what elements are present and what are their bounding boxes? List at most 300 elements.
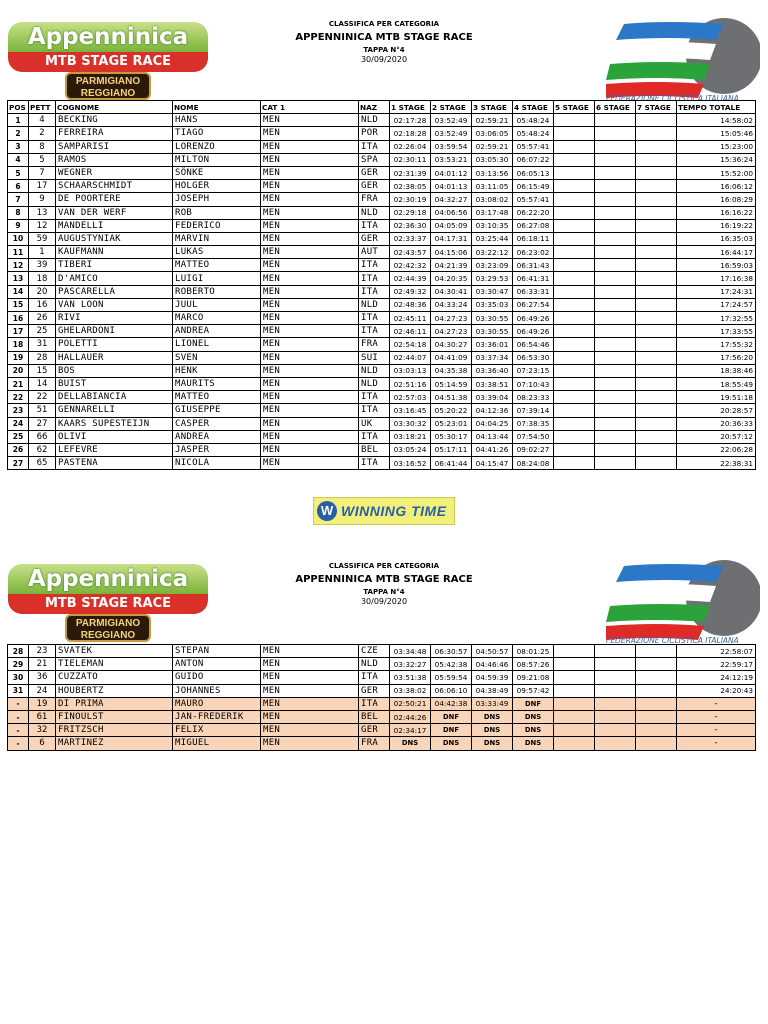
- cell-stage2: 04:01:12: [431, 166, 472, 179]
- cell-pett: 22: [29, 391, 56, 404]
- cell-stage3: 04:13:44: [472, 430, 513, 443]
- cell-stage5: [554, 166, 595, 179]
- cell-stage2: 04:30:27: [431, 338, 472, 351]
- cell-stage2: 04:30:41: [431, 285, 472, 298]
- table-row: [8, 671, 756, 684]
- cell-stage4: 06:27:54: [513, 298, 554, 311]
- race-title: APPENNINICA MTB STAGE RACE: [295, 32, 473, 43]
- cell-stage1: 02:54:18: [390, 338, 431, 351]
- cell-tempo-totale: 20:36:33: [677, 417, 756, 430]
- cell-stage4: 05:57:41: [513, 193, 554, 206]
- race-date-2: 30/09/2020: [360, 597, 408, 606]
- cell-stage7: [636, 351, 677, 364]
- cell-stage5: [554, 180, 595, 193]
- cell-stage2: 04:33:24: [431, 298, 472, 311]
- cell-nome: STEPAN: [173, 645, 261, 658]
- cell-nome: MATTEO: [173, 391, 261, 404]
- cell-pett: 15: [29, 364, 56, 377]
- cell-stage2: 05:59:54: [431, 671, 472, 684]
- cell-pett: 17: [29, 180, 56, 193]
- table-row: [8, 417, 756, 430]
- cell-cat: MEN: [261, 710, 359, 723]
- cell-naz: FRA: [359, 737, 390, 750]
- cell-cat: MEN: [261, 737, 359, 750]
- cell-stage5: [554, 724, 595, 737]
- table-row-dnf: [8, 724, 756, 737]
- cell-stage5: [554, 391, 595, 404]
- cell-stage6: [595, 312, 636, 325]
- cell-stage6: [595, 140, 636, 153]
- cell-tempo-totale: 15:23:00: [677, 140, 756, 153]
- cell-stage7: [636, 645, 677, 658]
- cell-stage3: 04:46:46: [472, 658, 513, 671]
- winning-time-icon: W: [317, 501, 337, 521]
- cell-nome: SVEN: [173, 351, 261, 364]
- cell-tempo-totale: 17:24:57: [677, 298, 756, 311]
- column-header-stage4: 4 STAGE: [513, 101, 554, 114]
- cell-tempo-totale: 15:05:46: [677, 127, 756, 140]
- cell-stage3: 04:50:57: [472, 645, 513, 658]
- winning-time-logo: [313, 497, 455, 525]
- cell-nome: MARCO: [173, 312, 261, 325]
- cell-cognome: FERREIRA: [56, 127, 173, 140]
- cell-stage5: [554, 645, 595, 658]
- cell-stage1: DNS: [390, 737, 431, 750]
- cell-stage2: 03:52:49: [431, 127, 472, 140]
- cell-naz: NLD: [359, 114, 390, 127]
- cell-tempo-totale: -: [677, 697, 756, 710]
- cell-cat: MEN: [261, 206, 359, 219]
- cell-pos: 13: [8, 272, 29, 285]
- cell-stage1: 02:34:17: [390, 724, 431, 737]
- cell-naz: SPA: [359, 153, 390, 166]
- cell-stage4: 08:24:08: [513, 457, 554, 470]
- cell-stage3: 03:38:51: [472, 377, 513, 390]
- cell-stage2: 04:01:13: [431, 180, 472, 193]
- cell-cognome: RAMOS: [56, 153, 173, 166]
- cell-pos: 2: [8, 127, 29, 140]
- cell-stage3: 03:30:47: [472, 285, 513, 298]
- cell-cat: MEN: [261, 325, 359, 338]
- cell-tempo-totale: 16:59:03: [677, 259, 756, 272]
- table-row: [8, 219, 756, 232]
- cell-tempo-totale: 15:52:00: [677, 166, 756, 179]
- table-row: [8, 127, 756, 140]
- cell-stage2: 03:52:49: [431, 114, 472, 127]
- cell-stage2: 04:17:31: [431, 232, 472, 245]
- cell-tempo-totale: 17:33:55: [677, 325, 756, 338]
- cell-pos: 23: [8, 404, 29, 417]
- cell-cat: MEN: [261, 232, 359, 245]
- table-row-dnf: [8, 710, 756, 723]
- cell-stage5: [554, 404, 595, 417]
- cell-pett: 39: [29, 259, 56, 272]
- cell-pett: 6: [29, 737, 56, 750]
- cell-stage7: [636, 114, 677, 127]
- cell-nome: FEDERICO: [173, 219, 261, 232]
- cell-stage1: 02:44:26: [390, 710, 431, 723]
- cell-stage7: [636, 140, 677, 153]
- column-header-pos: POS: [8, 101, 29, 114]
- cell-stage5: [554, 246, 595, 259]
- cell-naz: ITA: [359, 391, 390, 404]
- cell-pos: 11: [8, 246, 29, 259]
- cell-tempo-totale: 17:32:55: [677, 312, 756, 325]
- cell-stage5: [554, 443, 595, 456]
- cell-pett: 65: [29, 457, 56, 470]
- cell-stage6: [595, 430, 636, 443]
- cell-naz: GER: [359, 232, 390, 245]
- cell-stage2: 04:27:23: [431, 325, 472, 338]
- cell-stage4: 06:23:02: [513, 246, 554, 259]
- cell-cat: MEN: [261, 259, 359, 272]
- cell-stage3: 03:25:44: [472, 232, 513, 245]
- cell-stage7: [636, 166, 677, 179]
- cell-stage2: 06:06:10: [431, 684, 472, 697]
- cell-tempo-totale: -: [677, 724, 756, 737]
- cell-pos: 24: [8, 417, 29, 430]
- cell-stage6: [595, 127, 636, 140]
- cell-cat: MEN: [261, 219, 359, 232]
- cell-stage4: 08:23:33: [513, 391, 554, 404]
- cell-stage5: [554, 298, 595, 311]
- cell-stage4: 09:57:42: [513, 684, 554, 697]
- cell-cat: MEN: [261, 351, 359, 364]
- cell-naz: GER: [359, 180, 390, 193]
- cell-stage3: 02:59:21: [472, 114, 513, 127]
- cell-stage5: [554, 206, 595, 219]
- table-row: [8, 259, 756, 272]
- cell-stage4: 06:31:43: [513, 259, 554, 272]
- cell-cognome: D'AMICO: [56, 272, 173, 285]
- cell-stage4: 06:07:22: [513, 153, 554, 166]
- cell-tempo-totale: 22:06:28: [677, 443, 756, 456]
- cell-pos: 25: [8, 430, 29, 443]
- cell-stage2: 03:53:21: [431, 153, 472, 166]
- sponsor-logo-2: [65, 614, 151, 642]
- cell-stage3: 04:59:39: [472, 671, 513, 684]
- cell-stage2: 04:06:56: [431, 206, 472, 219]
- cell-cognome: AUGUSTYNIAK: [56, 232, 173, 245]
- cell-cat: MEN: [261, 391, 359, 404]
- cell-stage3: 03:30:55: [472, 312, 513, 325]
- cell-pett: 13: [29, 206, 56, 219]
- cell-cat: MEN: [261, 114, 359, 127]
- cell-stage2: DNF: [431, 710, 472, 723]
- cell-stage4: 07:38:35: [513, 417, 554, 430]
- column-header-stage2: 2 STAGE: [431, 101, 472, 114]
- cell-cat: MEN: [261, 180, 359, 193]
- cell-stage3: DNS: [472, 724, 513, 737]
- cell-stage1: 02:49:32: [390, 285, 431, 298]
- cell-stage5: [554, 285, 595, 298]
- cell-stage1: 03:05:24: [390, 443, 431, 456]
- cell-cognome: VAN LOON: [56, 298, 173, 311]
- cell-stage5: [554, 737, 595, 750]
- cell-tempo-totale: 18:55:49: [677, 377, 756, 390]
- cell-cognome: VAN DER WERF: [56, 206, 173, 219]
- cell-stage7: [636, 404, 677, 417]
- cell-stage3: 03:22:12: [472, 246, 513, 259]
- cell-stage3: 03:33:49: [472, 697, 513, 710]
- cell-stage2: 04:42:38: [431, 697, 472, 710]
- category-title: CLASSIFICA PER CATEGORIA: [328, 20, 440, 28]
- table-row: [8, 684, 756, 697]
- cell-stage7: [636, 219, 677, 232]
- cell-stage1: 03:03:13: [390, 364, 431, 377]
- cell-stage7: [636, 259, 677, 272]
- cell-stage6: [595, 364, 636, 377]
- cell-stage2: 04:41:09: [431, 351, 472, 364]
- cell-nome: LUIGI: [173, 272, 261, 285]
- cell-stage7: [636, 377, 677, 390]
- cell-pett: 8: [29, 140, 56, 153]
- cell-cognome: WEGNER: [56, 166, 173, 179]
- cell-pett: 26: [29, 312, 56, 325]
- cell-cognome: CUZZATO: [56, 671, 173, 684]
- cell-nome: TIAGO: [173, 127, 261, 140]
- cell-cat: MEN: [261, 153, 359, 166]
- cell-stage4: DNS: [513, 710, 554, 723]
- federation-name: FEDERAZIONE CICLISTICA ITALIANA: [606, 94, 739, 103]
- cell-stage6: [595, 351, 636, 364]
- cell-stage6: [595, 193, 636, 206]
- cell-stage6: [595, 443, 636, 456]
- cell-cat: MEN: [261, 298, 359, 311]
- sponsor-line-2-2: REGGIANO: [80, 630, 136, 641]
- cell-stage7: [636, 710, 677, 723]
- cell-stage3: 04:15:47: [472, 457, 513, 470]
- cell-nome: SÖNKE: [173, 166, 261, 179]
- cell-nome: JOSEPH: [173, 193, 261, 206]
- cell-stage7: [636, 364, 677, 377]
- cell-stage2: 04:15:06: [431, 246, 472, 259]
- cell-stage1: 03:32:27: [390, 658, 431, 671]
- cell-stage6: [595, 377, 636, 390]
- cell-naz: ITA: [359, 671, 390, 684]
- cell-stage5: [554, 457, 595, 470]
- cell-pett: 23: [29, 645, 56, 658]
- cell-stage1: 02:48:36: [390, 298, 431, 311]
- cell-cognome: SCHAARSCHMIDT: [56, 180, 173, 193]
- table-row: [8, 658, 756, 671]
- cell-stage4: 07:10:43: [513, 377, 554, 390]
- cell-cognome: DE POORTERE: [56, 193, 173, 206]
- cell-tempo-totale: 16:35:03: [677, 232, 756, 245]
- cell-stage7: [636, 391, 677, 404]
- cell-stage4: 06:22:20: [513, 206, 554, 219]
- cell-naz: ITA: [359, 140, 390, 153]
- cell-pos: 21: [8, 377, 29, 390]
- cell-stage1: 02:42:32: [390, 259, 431, 272]
- cell-stage4: 05:48:24: [513, 127, 554, 140]
- cell-stage5: [554, 219, 595, 232]
- cell-cognome: PASTENA: [56, 457, 173, 470]
- cell-naz: FRA: [359, 338, 390, 351]
- cell-cat: MEN: [261, 684, 359, 697]
- cell-cat: MEN: [261, 127, 359, 140]
- table-row: [8, 298, 756, 311]
- cell-cat: MEN: [261, 430, 359, 443]
- cell-stage1: 02:43:57: [390, 246, 431, 259]
- cell-stage6: [595, 219, 636, 232]
- cell-pos: 16: [8, 312, 29, 325]
- cell-pett: 21: [29, 658, 56, 671]
- cell-pett: 61: [29, 710, 56, 723]
- table-row: [8, 153, 756, 166]
- cell-stage1: 03:16:45: [390, 404, 431, 417]
- cell-pett: 25: [29, 325, 56, 338]
- cell-stage1: 02:17:28: [390, 114, 431, 127]
- cell-stage4: 06:49:26: [513, 312, 554, 325]
- cell-cognome: HALLAUER: [56, 351, 173, 364]
- cell-stage3: 03:06:05: [472, 127, 513, 140]
- cell-stage1: 02:31:39: [390, 166, 431, 179]
- cell-stage4: 08:57:26: [513, 658, 554, 671]
- cell-stage4: 08:01:25: [513, 645, 554, 658]
- table-row: [8, 430, 756, 443]
- cell-stage1: 02:33:37: [390, 232, 431, 245]
- cell-stage6: [595, 684, 636, 697]
- cell-naz: ITA: [359, 325, 390, 338]
- cell-pett: 32: [29, 724, 56, 737]
- cell-cognome: BUIST: [56, 377, 173, 390]
- cell-naz: ITA: [359, 272, 390, 285]
- cell-stage1: 03:51:38: [390, 671, 431, 684]
- cell-nome: MARVIN: [173, 232, 261, 245]
- cell-nome: MILTON: [173, 153, 261, 166]
- cell-stage4: 06:49:26: [513, 325, 554, 338]
- cell-stage1: 03:30:32: [390, 417, 431, 430]
- cell-naz: AUT: [359, 246, 390, 259]
- cell-stage2: 05:20:22: [431, 404, 472, 417]
- column-header-nome: NOME: [173, 101, 261, 114]
- table-row: [8, 272, 756, 285]
- cell-stage7: [636, 325, 677, 338]
- cell-nome: ANTON: [173, 658, 261, 671]
- cell-stage1: 02:45:11: [390, 312, 431, 325]
- cell-pos: 10: [8, 232, 29, 245]
- race-title-2: APPENNINICA MTB STAGE RACE: [295, 574, 473, 585]
- cell-stage2: 06:41:44: [431, 457, 472, 470]
- cell-pett: 24: [29, 684, 56, 697]
- cell-nome: JOHANNES: [173, 684, 261, 697]
- cell-naz: NLD: [359, 658, 390, 671]
- cell-tempo-totale: 17:24:31: [677, 285, 756, 298]
- cell-stage5: [554, 351, 595, 364]
- cell-stage1: 02:51:16: [390, 377, 431, 390]
- cell-naz: ITA: [359, 259, 390, 272]
- winning-time-text: WINNING TIME: [341, 503, 447, 519]
- cell-pett: 4: [29, 114, 56, 127]
- cell-tempo-totale: 15:36:24: [677, 153, 756, 166]
- cell-pett: 51: [29, 404, 56, 417]
- cell-pos: -: [8, 737, 29, 750]
- cell-stage7: [636, 206, 677, 219]
- cell-cognome: SVATEK: [56, 645, 173, 658]
- table-row: [8, 180, 756, 193]
- cell-pos: 1: [8, 114, 29, 127]
- cell-pett: 31: [29, 338, 56, 351]
- cell-stage6: [595, 246, 636, 259]
- cell-stage7: [636, 684, 677, 697]
- cell-stage3: 03:29:53: [472, 272, 513, 285]
- cell-stage5: [554, 710, 595, 723]
- cell-cat: MEN: [261, 645, 359, 658]
- cell-tempo-totale: 24:20:43: [677, 684, 756, 697]
- cell-stage4: 06:27:08: [513, 219, 554, 232]
- cell-pos: 7: [8, 193, 29, 206]
- cell-naz: ITA: [359, 457, 390, 470]
- table-row: [8, 206, 756, 219]
- results-table-page-1: [7, 100, 756, 470]
- cell-stage6: [595, 232, 636, 245]
- column-header-stage7: 7 STAGE: [636, 101, 677, 114]
- cell-stage5: [554, 671, 595, 684]
- cell-stage6: [595, 114, 636, 127]
- cell-tempo-totale: 18:38:46: [677, 364, 756, 377]
- cell-cat: MEN: [261, 246, 359, 259]
- cell-pos: 22: [8, 391, 29, 404]
- cell-naz: GER: [359, 684, 390, 697]
- cell-tempo-totale: 17:56:20: [677, 351, 756, 364]
- federation-name-2: FEDERAZIONE CICLISTICA ITALIANA: [606, 636, 739, 645]
- cell-stage6: [595, 325, 636, 338]
- cell-tempo-totale: 20:57:12: [677, 430, 756, 443]
- cell-stage1: 02:36:30: [390, 219, 431, 232]
- cell-stage1: 02:38:05: [390, 180, 431, 193]
- cell-cognome: DELLABIANCIA: [56, 391, 173, 404]
- cell-stage1: 02:18:28: [390, 127, 431, 140]
- cell-naz: ITA: [359, 285, 390, 298]
- table-row: [8, 443, 756, 456]
- cell-naz: NLD: [359, 364, 390, 377]
- cell-pos: -: [8, 697, 29, 710]
- cell-stage7: [636, 285, 677, 298]
- cell-stage4: 05:57:41: [513, 140, 554, 153]
- table-row: [8, 285, 756, 298]
- cell-stage3: 03:36:01: [472, 338, 513, 351]
- cell-naz: BEL: [359, 443, 390, 456]
- cell-stage3: 02:59:21: [472, 140, 513, 153]
- cell-cognome: OLIVI: [56, 430, 173, 443]
- cell-naz: GER: [359, 166, 390, 179]
- cell-pos: -: [8, 710, 29, 723]
- cell-nome: ROBERTO: [173, 285, 261, 298]
- cell-nome: JUUL: [173, 298, 261, 311]
- cell-cognome: BOS: [56, 364, 173, 377]
- cell-stage1: 03:34:48: [390, 645, 431, 658]
- cell-pos: 18: [8, 338, 29, 351]
- column-header-tempo-totale: TEMPO TOTALE: [677, 101, 756, 114]
- cell-stage6: [595, 338, 636, 351]
- cell-stage4: 06:54:46: [513, 338, 554, 351]
- cell-stage6: [595, 671, 636, 684]
- cell-pos: 4: [8, 153, 29, 166]
- cell-stage3: 03:05:30: [472, 153, 513, 166]
- logo-title: Appenninica: [8, 22, 208, 52]
- cell-stage3: 03:11:05: [472, 180, 513, 193]
- cell-stage2: 04:27:23: [431, 312, 472, 325]
- cell-stage3: 04:38:49: [472, 684, 513, 697]
- cell-stage6: [595, 697, 636, 710]
- cell-stage7: [636, 312, 677, 325]
- cell-cognome: POLETTI: [56, 338, 173, 351]
- cell-stage2: DNS: [431, 737, 472, 750]
- column-header-pett: PETT: [29, 101, 56, 114]
- cell-stage7: [636, 338, 677, 351]
- cell-stage5: [554, 658, 595, 671]
